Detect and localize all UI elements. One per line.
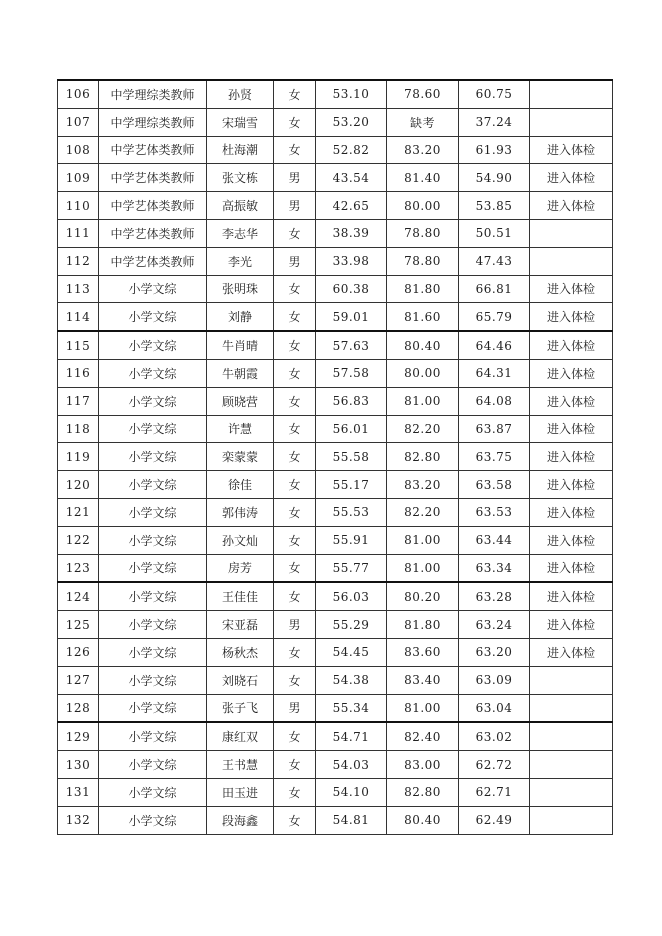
table-row [58,806,613,834]
written-score-cell: 55.34 [316,694,387,722]
table-row [58,359,613,387]
total-score-cell: 64.46 [459,331,530,359]
name-cell: 孙文灿 [207,526,274,554]
row-number-cell: 132 [58,806,99,834]
position-cell: 小学文综 [99,554,207,582]
interview-score-cell: 81.00 [387,526,459,554]
result-cell [530,778,613,806]
row-number-cell: 129 [58,722,99,750]
written-score-cell: 57.58 [316,359,387,387]
position-cell: 小学文综 [99,694,207,722]
table-row [58,219,613,247]
interview-score-cell: 83.20 [387,471,459,499]
row-number-cell: 130 [58,751,99,779]
result-cell: 进入体检 [530,638,613,666]
name-cell: 刘静 [207,303,274,331]
gender-cell: 女 [274,582,316,610]
result-cell: 进入体检 [530,387,613,415]
name-cell: 刘晓石 [207,666,274,694]
position-cell: 小学文综 [99,666,207,694]
interview-score-cell: 82.20 [387,498,459,526]
row-number-cell: 126 [58,638,99,666]
gender-cell: 女 [274,554,316,582]
total-score-cell: 60.75 [459,80,530,108]
result-cell [530,247,613,275]
row-number-cell: 111 [58,219,99,247]
interview-score-cell: 81.00 [387,387,459,415]
interview-score-cell: 83.60 [387,638,459,666]
row-number-cell: 125 [58,611,99,639]
position-cell: 中学理综类教师 [99,80,207,108]
result-cell: 进入体检 [530,164,613,192]
name-cell: 栾蒙蒙 [207,443,274,471]
total-score-cell: 62.49 [459,806,530,834]
row-number-cell: 131 [58,778,99,806]
table-row [58,192,613,220]
table-row [58,666,613,694]
interview-score-cell: 83.40 [387,666,459,694]
name-cell: 田玉进 [207,778,274,806]
position-cell: 中学理综类教师 [99,108,207,136]
table-row [58,471,613,499]
gender-cell: 女 [274,275,316,303]
written-score-cell: 54.45 [316,638,387,666]
row-number-cell: 127 [58,666,99,694]
interview-score-cell: 82.40 [387,722,459,750]
written-score-cell: 56.03 [316,582,387,610]
written-score-cell: 55.58 [316,443,387,471]
result-cell: 进入体检 [530,582,613,610]
table-row [58,582,613,610]
interview-score-cell: 81.80 [387,611,459,639]
written-score-cell: 54.71 [316,722,387,750]
name-cell: 孙贤 [207,80,274,108]
table-row [58,247,613,275]
result-cell [530,80,613,108]
position-cell: 小学文综 [99,582,207,610]
table-row [58,638,613,666]
position-cell: 小学文综 [99,498,207,526]
row-number-cell: 118 [58,415,99,443]
gender-cell: 女 [274,359,316,387]
position-cell: 小学文综 [99,359,207,387]
table-row [58,275,613,303]
name-cell: 康红双 [207,722,274,750]
total-score-cell: 65.79 [459,303,530,331]
gender-cell: 女 [274,498,316,526]
row-number-cell: 109 [58,164,99,192]
position-cell: 中学艺体类教师 [99,136,207,164]
table-row [58,694,613,722]
result-cell: 进入体检 [530,554,613,582]
name-cell: 许慧 [207,415,274,443]
position-cell: 小学文综 [99,611,207,639]
position-cell: 小学文综 [99,806,207,834]
row-number-cell: 114 [58,303,99,331]
position-cell: 中学艺体类教师 [99,192,207,220]
row-number-cell: 106 [58,80,99,108]
interview-score-cell: 78.80 [387,219,459,247]
written-score-cell: 52.82 [316,136,387,164]
total-score-cell: 62.72 [459,751,530,779]
name-cell: 张子飞 [207,694,274,722]
total-score-cell: 63.87 [459,415,530,443]
position-cell: 小学文综 [99,275,207,303]
gender-cell: 女 [274,471,316,499]
gender-cell: 女 [274,415,316,443]
interview-score-cell: 82.20 [387,415,459,443]
table-row [58,415,613,443]
table-body [58,80,613,834]
row-number-cell: 121 [58,498,99,526]
written-score-cell: 55.53 [316,498,387,526]
interview-score-cell: 80.40 [387,806,459,834]
total-score-cell: 53.85 [459,192,530,220]
total-score-cell: 54.90 [459,164,530,192]
interview-score-cell: 80.00 [387,359,459,387]
name-cell: 杨秋杰 [207,638,274,666]
result-cell: 进入体检 [530,192,613,220]
total-score-cell: 63.44 [459,526,530,554]
written-score-cell: 54.81 [316,806,387,834]
gender-cell: 女 [274,108,316,136]
row-number-cell: 117 [58,387,99,415]
table-row [58,611,613,639]
interview-score-cell: 81.60 [387,303,459,331]
written-score-cell: 55.17 [316,471,387,499]
name-cell: 牛肖晴 [207,331,274,359]
gender-cell: 女 [274,778,316,806]
row-number-cell: 122 [58,526,99,554]
interview-score-cell: 81.80 [387,275,459,303]
position-cell: 中学艺体类教师 [99,247,207,275]
total-score-cell: 63.28 [459,582,530,610]
gender-cell: 男 [274,192,316,220]
name-cell: 李光 [207,247,274,275]
total-score-cell: 50.51 [459,219,530,247]
total-score-cell: 63.75 [459,443,530,471]
table-row [58,526,613,554]
result-cell: 进入体检 [530,611,613,639]
row-number-cell: 123 [58,554,99,582]
total-score-cell: 61.93 [459,136,530,164]
interview-score-cell: 78.80 [387,247,459,275]
total-score-cell: 62.71 [459,778,530,806]
position-cell: 小学文综 [99,722,207,750]
result-cell: 进入体检 [530,443,613,471]
row-number-cell: 120 [58,471,99,499]
result-cell: 进入体检 [530,359,613,387]
total-score-cell: 64.08 [459,387,530,415]
result-cell [530,219,613,247]
interview-score-cell: 80.00 [387,192,459,220]
row-number-cell: 108 [58,136,99,164]
gender-cell: 女 [274,303,316,331]
table-row [58,751,613,779]
total-score-cell: 47.43 [459,247,530,275]
interview-score-cell: 80.20 [387,582,459,610]
interview-score-cell: 81.00 [387,554,459,582]
total-score-cell: 63.24 [459,611,530,639]
name-cell: 郭伟涛 [207,498,274,526]
name-cell: 房芳 [207,554,274,582]
name-cell: 段海鑫 [207,806,274,834]
gender-cell: 女 [274,638,316,666]
written-score-cell: 55.91 [316,526,387,554]
interview-score-cell: 80.40 [387,331,459,359]
total-score-cell: 63.58 [459,471,530,499]
interview-score-cell: 83.00 [387,751,459,779]
gender-cell: 男 [274,694,316,722]
name-cell: 王书慧 [207,751,274,779]
written-score-cell: 56.01 [316,415,387,443]
name-cell: 宋亚磊 [207,611,274,639]
result-cell [530,108,613,136]
result-cell [530,806,613,834]
table-row [58,722,613,750]
written-score-cell: 54.38 [316,666,387,694]
result-cell [530,666,613,694]
position-cell: 小学文综 [99,415,207,443]
table-row [58,136,613,164]
written-score-cell: 38.39 [316,219,387,247]
position-cell: 小学文综 [99,778,207,806]
row-number-cell: 113 [58,275,99,303]
name-cell: 张文栋 [207,164,274,192]
gender-cell: 女 [274,526,316,554]
result-cell: 进入体检 [530,498,613,526]
total-score-cell: 63.04 [459,694,530,722]
position-cell: 小学文综 [99,751,207,779]
result-cell [530,751,613,779]
row-number-cell: 107 [58,108,99,136]
written-score-cell: 55.29 [316,611,387,639]
table-row [58,554,613,582]
gender-cell: 女 [274,136,316,164]
result-cell: 进入体检 [530,275,613,303]
table-row [58,108,613,136]
row-number-cell: 124 [58,582,99,610]
name-cell: 高振敏 [207,192,274,220]
row-number-cell: 128 [58,694,99,722]
result-cell: 进入体检 [530,136,613,164]
written-score-cell: 43.54 [316,164,387,192]
table-row [58,387,613,415]
table-row [58,80,613,108]
row-number-cell: 119 [58,443,99,471]
written-score-cell: 55.77 [316,554,387,582]
total-score-cell: 63.09 [459,666,530,694]
row-number-cell: 115 [58,331,99,359]
result-cell: 进入体检 [530,526,613,554]
written-score-cell: 42.65 [316,192,387,220]
written-score-cell: 59.01 [316,303,387,331]
position-cell: 中学艺体类教师 [99,219,207,247]
written-score-cell: 33.98 [316,247,387,275]
interview-score-cell: 缺考 [387,108,459,136]
gender-cell: 女 [274,80,316,108]
position-cell: 小学文综 [99,443,207,471]
row-number-cell: 112 [58,247,99,275]
gender-cell: 女 [274,387,316,415]
name-cell: 杜海潮 [207,136,274,164]
written-score-cell: 57.63 [316,331,387,359]
position-cell: 小学文综 [99,638,207,666]
interview-score-cell: 81.40 [387,164,459,192]
score-table [57,79,613,835]
gender-cell: 女 [274,331,316,359]
result-cell: 进入体检 [530,303,613,331]
name-cell: 宋瑞雪 [207,108,274,136]
written-score-cell: 54.03 [316,751,387,779]
gender-cell: 女 [274,806,316,834]
table-row [58,443,613,471]
total-score-cell: 64.31 [459,359,530,387]
total-score-cell: 66.81 [459,275,530,303]
name-cell: 徐佳 [207,471,274,499]
name-cell: 李志华 [207,219,274,247]
total-score-cell: 63.53 [459,498,530,526]
gender-cell: 女 [274,722,316,750]
row-number-cell: 110 [58,192,99,220]
gender-cell: 女 [274,751,316,779]
result-cell: 进入体检 [530,331,613,359]
interview-score-cell: 83.20 [387,136,459,164]
table-row [58,498,613,526]
row-number-cell: 116 [58,359,99,387]
interview-score-cell: 82.80 [387,443,459,471]
table-row [58,164,613,192]
written-score-cell: 53.20 [316,108,387,136]
position-cell: 小学文综 [99,471,207,499]
position-cell: 小学文综 [99,331,207,359]
name-cell: 王佳佳 [207,582,274,610]
position-cell: 小学文综 [99,303,207,331]
written-score-cell: 60.38 [316,275,387,303]
written-score-cell: 54.10 [316,778,387,806]
interview-score-cell: 82.80 [387,778,459,806]
total-score-cell: 37.24 [459,108,530,136]
name-cell: 张明珠 [207,275,274,303]
total-score-cell: 63.34 [459,554,530,582]
interview-score-cell: 78.60 [387,80,459,108]
result-cell [530,694,613,722]
gender-cell: 女 [274,219,316,247]
gender-cell: 女 [274,666,316,694]
position-cell: 中学艺体类教师 [99,164,207,192]
table-row [58,778,613,806]
total-score-cell: 63.20 [459,638,530,666]
table-row [58,303,613,331]
written-score-cell: 53.10 [316,80,387,108]
position-cell: 小学文综 [99,526,207,554]
gender-cell: 女 [274,443,316,471]
result-cell: 进入体检 [530,415,613,443]
name-cell: 顾晓营 [207,387,274,415]
result-cell [530,722,613,750]
position-cell: 小学文综 [99,387,207,415]
name-cell: 牛朝霞 [207,359,274,387]
gender-cell: 男 [274,164,316,192]
table-row [58,331,613,359]
total-score-cell: 63.02 [459,722,530,750]
gender-cell: 男 [274,247,316,275]
gender-cell: 男 [274,611,316,639]
interview-score-cell: 81.00 [387,694,459,722]
written-score-cell: 56.83 [316,387,387,415]
result-cell: 进入体检 [530,471,613,499]
